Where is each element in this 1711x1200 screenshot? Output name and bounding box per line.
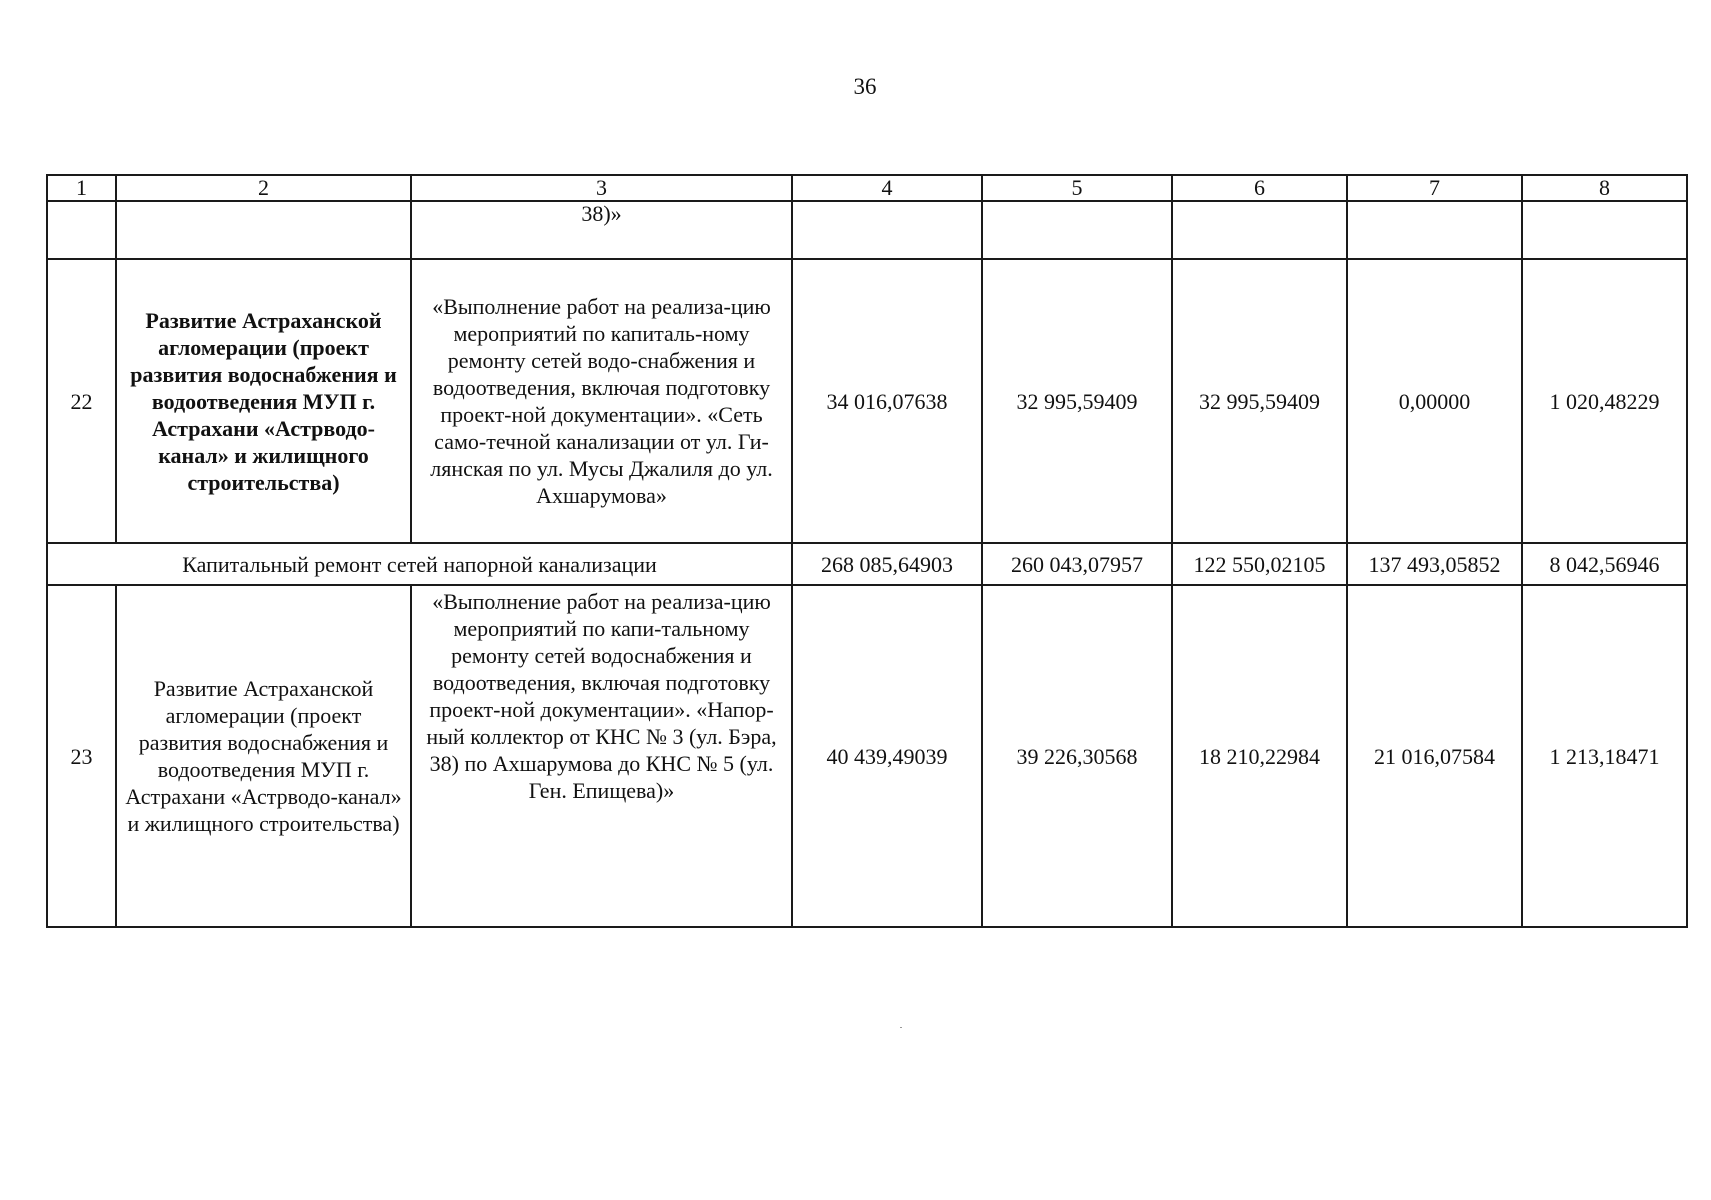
value-col6: 32 995,59409 [1172, 259, 1347, 543]
column-number: 2 [116, 175, 411, 201]
column-number: 3 [411, 175, 792, 201]
cell-empty [1172, 201, 1347, 259]
value-col6: 18 210,22984 [1172, 585, 1347, 927]
column-number: 4 [792, 175, 982, 201]
value-col8: 1 213,18471 [1522, 585, 1687, 927]
value-col5: 39 226,30568 [982, 585, 1172, 927]
cell-empty [982, 201, 1172, 259]
value-col4: 34 016,07638 [792, 259, 982, 543]
column-number: 6 [1172, 175, 1347, 201]
cell-empty [47, 201, 116, 259]
continuation-row [47, 201, 1687, 259]
value-col8: 8 042,56946 [1522, 543, 1687, 585]
cell-empty [1347, 201, 1522, 259]
column-number: 1 [47, 175, 116, 201]
row-number: 22 [47, 259, 116, 543]
row-number: 23 [47, 585, 116, 927]
budget-table [46, 174, 1688, 928]
value-col5: 32 995,59409 [982, 259, 1172, 543]
value-col5: 260 043,07957 [982, 543, 1172, 585]
cell-empty [116, 201, 411, 259]
column-number: 5 [982, 175, 1172, 201]
value-col7: 137 493,05852 [1347, 543, 1522, 585]
value-col4: 268 085,64903 [792, 543, 982, 585]
column-number: 7 [1347, 175, 1522, 201]
column-number: 8 [1522, 175, 1687, 201]
cell-empty [792, 201, 982, 259]
continuation-text: 38)» [411, 201, 792, 259]
group-label: Капитальный ремонт сетей напорной канализации [47, 543, 792, 585]
table-row [47, 585, 1687, 927]
work-description: «Выполнение работ на реализа-цию мероприятий по капи-тальному ремонту сетей водоснабжения и водоотведения, включая подготовку проект-ной документации». «Напор-ный коллектор от КНС № 3 (ул. Бэра, 38) по Ахшарумова до КНС № 5 (ул. Ген. Епищева)» [411, 585, 792, 927]
value-col6: 122 550,02105 [1172, 543, 1347, 585]
value-col7: 21 016,07584 [1347, 585, 1522, 927]
scan-speck [900, 1027, 902, 1028]
value-col4: 40 439,49039 [792, 585, 982, 927]
table-row [47, 259, 1687, 543]
project-name: Развитие Астраханской агломерации (проект развития водоснабжения и водоотведения МУП г. Астрахани «Астрводо-канал» и жилищного строительства) [116, 585, 411, 927]
value-col7: 0,00000 [1347, 259, 1522, 543]
value-col8: 1 020,48229 [1522, 259, 1687, 543]
page-number: 36 [853, 74, 877, 99]
column-number-row [47, 175, 1687, 201]
work-description: «Выполнение работ на реализа-цию мероприятий по капиталь-ному ремонту сетей водо-снабжения и водоотведения, включая подготовку проект-ной документации». «Сеть само-течной канализации от ул. Ги-лянская по ул. Мусы Джалиля до ул. Ахшарумова» [411, 259, 792, 543]
cell-empty [1522, 201, 1687, 259]
project-name: Развитие Астраханской агломерации (проект развития водоснабжения и водоотведения МУП г. Астрахани «Астрводо-канал» и жилищного строительства) [116, 259, 411, 543]
group-subtotal-row [47, 543, 1687, 585]
